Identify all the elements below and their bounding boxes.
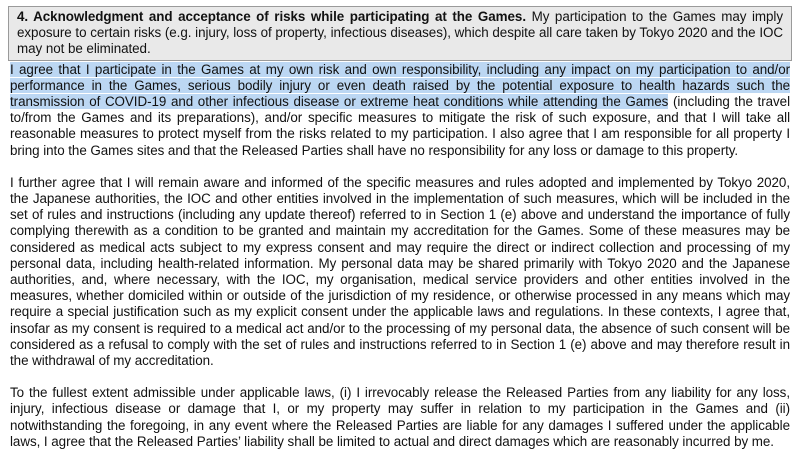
liability-release-paragraph: To the fullest extent admissible under applicable laws, (i) I irrevocably release the Released Parties from any liability for any loss, injury, infectious disease or damage that I, or my property may suffer in relation to my participation in the Games and (ii) notwithstanding the foregoing, in any event where the Released Parties are liable for any damages I suffered under the applicable laws, I agree that the Released Parties’ liability shall be limited to actual and direct damages which are reasonably incurred by me. (10, 385, 790, 449)
highlighted-text-selection[interactable]: I agree that I participate in the Games at my own risk and own responsibility, including any impact on my participation to and/or performance in the Games, serious bodily injury or even death raised by the potential exposure to health hazards such the transmission of COVID-19 and other infectious disease or extreme heat conditions while attending the Games (10, 61, 790, 110)
measures-consent-paragraph: I further agree that I will remain aware and informed of the specific measures and rules adopted and implemented by Tokyo 2020, the Japanese authorities, the IOC and other entities involved in the implementation of such measures, which will be included in the set of rules and instructions (including any update thereof) referred to in Section 1 (e) above and understand the importance of fully complying therewith as a condition to be granted and maintain my accreditation for the Games. Some of these measures may be considered as medical acts subject to my express consent and may require the direct or indirect collection and processing of my personal data, including health-related information. My personal data may be shared primarily with Tokyo 2020 and the Japanese authorities, and, where necessary, with the IOC, my organisation, medical service providers and other entities involved in the measures, whether domiciled within or outside of the jurisdiction of my residence, or otherwise processed in any means which may require a special justification such as my explicit consent under the applicable laws and regulations. In these contexts, I agree that, insofar as my consent is required to a medical act and/or to the processing of my personal data, the absence of such consent will be considered as a refusal to comply with the set of rules and instructions referred to in Section 1 (e) above and may therefore result in the withdrawal of my accreditation. (10, 174, 790, 369)
risk-acceptance-rest: (including the travel to/from the Games and its preparations), and/or specific measures to mitigate the risk of such exposure, and that I will take all reasonable measures to protect myself from the risks related to my participation. I also agree that I am responsible for all property I bring into the Games sites and that the Released Parties shall have no responsibility for any loss or damage to this property. (10, 94, 790, 158)
risk-acceptance-paragraph (10, 62, 790, 159)
section-intro: My participation to the Games may imply exposure to certain risks (e.g. injury, loss of property, infectious diseases), which despite all care taken by Tokyo 2020 and the IOC may not be eliminated. (17, 9, 783, 57)
section-heading-box (8, 6, 792, 61)
section-title: 4. Acknowledgment and acceptance of risks while participating at the Games. (17, 9, 526, 24)
